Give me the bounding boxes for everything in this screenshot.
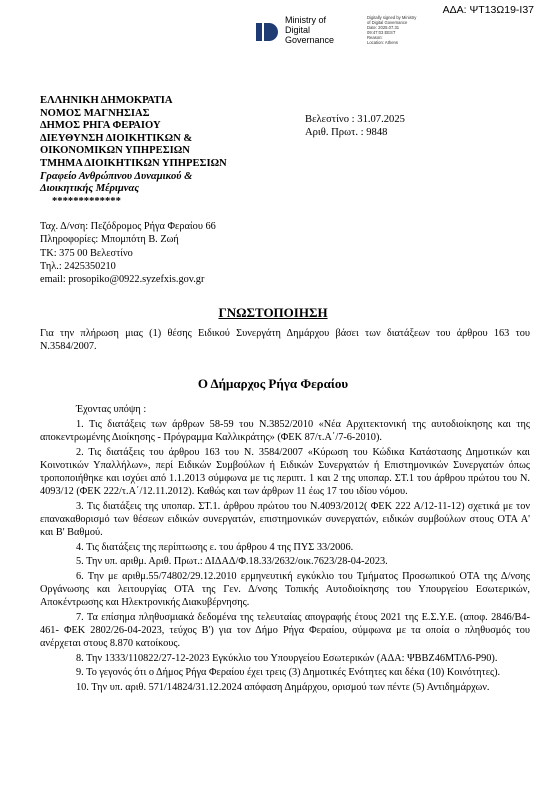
address: Ταχ. Δ/νση: Πεζόδρομος Ρήγα Φεραίου 66	[40, 221, 216, 232]
signature-line: of Digital Governance	[367, 20, 408, 25]
list-item: 8. Την 1333/110822/27-12-2023 Εγκύκλιο του Υπουργείου Εσωτερικών (ΑΔΑ: ΨΒΒΖ46ΜΤΛ6-Ρ90).	[76, 652, 498, 664]
considering-label: Έχοντας υπόψη :	[76, 404, 147, 415]
header-line: ΕΛΛΗΝΙΚΗ ΔΗΜΟΚΡΑΤΙΑ	[40, 95, 173, 106]
list-item: 6. Την με αριθμ.55/74802/29.12.2010 ερμηνευτική εγκύκλιο του Τμήματος Προσωπικού ΟΤΑ της Δ/νσης Οργάνωσης και λειτουργίας ΟΤΑ της Γεν. Δ/νσης Τοπικής Αυτοδιοίκησης του Υπουργείου Εσωτερικών, Αποκέντρωσης και Ηλεκτρονικής Διακυβέρνησης.	[40, 570, 530, 609]
email: email: prosopiko@0922.syzefxis.gov.gr	[40, 274, 205, 286]
list-item: 4. Τις διατάξεις της περίπτωσης ε. του άρθρου 4 της ΠΥΣ 33/2006.	[76, 541, 354, 553]
ministry-line: Governance	[285, 35, 335, 45]
list-item: 10. Την υπ. αριθ. 571/14824/31.12.2024 απόφαση Δημάρχου, ορισμού των πέντε (5) Αντιδημάρχων.	[76, 681, 490, 693]
protocol-label: Αριθ. Πρωτ. :	[305, 127, 364, 138]
list-item: 9. Το γεγονός ότι ο Δήμος Ρήγα Φεραίου έχει τρεις (3) Δημοτικές Ενότητες και δέκα (10) Κοινότητες).	[76, 667, 501, 679]
signature-line: Digitally signed by Ministry	[367, 15, 417, 20]
signature-line: Location: Athens	[367, 40, 398, 45]
date-label: Βελεστίνο :	[305, 114, 355, 125]
list-item: 3. Τις διατάξεις της υποπαρ. ΣΤ.1. άρθρου πρώτου του Ν.4093/2012( ΦΕΚ 222 Α/12-11-12) σχετικά με τον επανακαθορισμό των θέσεων ειδικών συνεργατών, επιστημονικών συνεργατών, ειδικών συμβούλων στους ΟΤΑ Α' και Β' Βαθμού.	[40, 500, 530, 539]
list-item: 5. Την υπ. αριθμ. Αριθ. Πρωτ.: ΔΙΔΑΔ/Φ.18.33/2632/οικ.7623/28-04-2023.	[76, 556, 388, 568]
intro-paragraph: Για την πλήρωση μιας (1) θέσης Ειδικού Συνεργάτη Δημάρχου βάσει των διατάξεων του άρθρου 163 του Ν.3584/2007.	[40, 328, 530, 353]
header-line: ΝΟΜΟΣ ΜΑΓΝΗΣΙΑΣ	[40, 107, 150, 119]
phone: Τηλ.: 2425350210	[40, 260, 116, 272]
mayor-heading: Ο Δήμαρχος Ρήγα Φεραίου	[197, 376, 349, 391]
header-line: ΤΜΗΜΑ ΔΙΟΙΚΗΤΙΚΩΝ ΥΠΗΡΕΣΙΩΝ	[40, 157, 227, 169]
date-row	[305, 113, 405, 126]
header-line: ΟΙΚΟΝΟΜΙΚΩΝ ΥΠΗΡΕΣΙΩΝ	[40, 145, 190, 157]
header-line: ΔΗΜΟΣ ΡΗΓΑ ΦΕΡΑΙΟΥ	[40, 120, 161, 132]
ministry-line: Digital	[285, 25, 311, 35]
contact-block	[40, 220, 216, 286]
considerations-list	[40, 418, 530, 695]
signature-line: Date: 2025.07.31	[367, 25, 400, 30]
header-line: Διοικητικής Μέριμνας	[40, 183, 140, 195]
protocol-value: 9848	[366, 127, 388, 138]
contact-person: Πληροφορίες: Μπομπότη Β. Ζωή	[40, 234, 179, 246]
digital-signature	[367, 15, 416, 45]
ministry-logo-icon	[254, 20, 278, 44]
header-separator: *************	[52, 195, 121, 207]
list-item: 7. Τα επίσημα πληθυσμιακά δεδομένα της τελευταίας απογραφής έτους 2021 της Ε.Σ.Υ.Ε. (αποφ. 2846/Β4-461- ΦΕΚ 2802/26-04-2023, τεύχος Β') για τον Δήμο Ρήγα Φεραίου, σύμφωνα με τα οποία ο πληθυσμός του ανέρχεται στους 8.870 κατοίκους.	[40, 611, 530, 650]
header-line: Γραφείο Ανθρώπινου Δυναμικού &	[40, 170, 193, 182]
signature-line: 09:47:03 EEST	[367, 30, 396, 35]
protocol-row	[305, 126, 405, 139]
date-value: 31.07.2025	[357, 114, 405, 125]
notice-title: ΓΝΩΣΤΟΠΟΙΗΣΗ	[218, 305, 328, 320]
postcode: ΤΚ: 375 00 Βελεστίνο	[40, 247, 133, 259]
ada-code: ΑΔΑ: ΨΤ13Ω19-Ι37	[442, 4, 534, 16]
header-line: ΔΙΕΥΘΥΝΣΗ ΔΙΟΙΚΗΤΙΚΩΝ &	[40, 132, 193, 144]
issuer-header	[40, 95, 227, 208]
list-item: 1. Τις διατάξεις των άρθρων 58-59 του Ν.3852/2010 «Νέα Αρχιτεκτονική της αυτοδιοίκησης και της αποκεντρωμένης Διοίκησης - Πρόγραμμα Καλλικράτης» (ΦΕΚ 87/τ.Α΄/7-6-2010).	[40, 419, 530, 444]
ministry-line: Ministry of	[285, 15, 327, 25]
signature-line: Reason:	[367, 35, 383, 40]
list-item: 2. Τις διατάξεις του άρθρου 163 του Ν. 3584/2007 «Κύρωση του Κώδικα Κατάστασης Δημοτικών και Κοινοτικών Υπαλλήλων», περί Ειδικών Συμβούλων ή Ειδικών Συνεργατών ή Επιστημονικών Συνεργατών όπως τροποποιήθηκε και ισχύει από 1.1.2013 σύμφωνα με τις περιπτ. 1 και 2 της υποπαρ. ΣΤ.1 του άρθρου πρώτου του Ν. 4093/12 (ΦΕΚ 222/τ.Α΄/12.11.2012). Καθώς και των άρθρων 11 έως 17 του ιδίου νόμου.	[40, 446, 530, 498]
ministry-name	[285, 15, 334, 45]
document-refs	[305, 113, 405, 139]
